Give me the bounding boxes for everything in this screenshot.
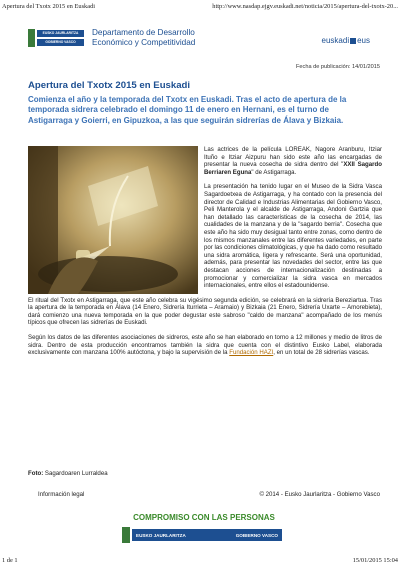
department-name	[92, 28, 195, 48]
fundacion-hazi-link[interactable]: Fundación HAZI	[229, 349, 274, 357]
print-header-url: http://www.nasdap.ejgv.euskadi.net/noticia/2015/apertura-del-txotx-20...	[212, 2, 398, 10]
gobierno-vasco-logo	[28, 28, 86, 50]
article-title: Apertura del Txotx 2015 en Euskadi	[28, 80, 191, 91]
article-body	[28, 146, 382, 364]
brand-row	[28, 28, 380, 54]
publication-date: Fecha de publicación: 14/01/2015	[296, 64, 380, 70]
page-count: 1 de 1	[2, 557, 18, 564]
euskadi-text: euskadi	[321, 36, 350, 45]
basque-tree-icon	[28, 29, 35, 47]
footer-row	[28, 491, 380, 498]
gov-bar-eu: EUSKO JAURLARITZA	[37, 30, 84, 37]
print-timestamp: 15/01/2015 15:04	[352, 557, 398, 564]
paragraph-2: La presentación ha tenido lugar en el Museo de la Sidra Vasca Sagardoetxea de Astigarraga, y ha contado con la presencia del director de Calidad e Industrias Alimentarias del Gobierno Vasco, Peli Manterola y el alcalde de Astigarraga, Andoni Gartzia que han detallado las características de la cosecha de 2014, las cualidades de la manzana y de la "sagardo berria". Cosecha que este año ha sido muy desigual tanto entre zonas, como dentro de los mismos manzanales entre las diferentes variedades, en parte por las condiciones climatológicas, y que ha dado como resultado una sidra aromática, ligera y refrescante. Será una oportunidad, además, para presentar las novedades del sector, entre las que destacan acciones de internacionalización destinadas a promocionar y comercializar la sidra vasca en mercados internacionales, entre ellos el estadounidense.	[204, 183, 382, 290]
print-header-title: Apertura del Txotx 2015 en Euskadi	[2, 2, 96, 10]
euskadi-eus-logo	[322, 36, 370, 45]
paragraph-4: Según los datos de las diferentes asociaciones de sidreros, este año se han elaborado en torno a 12 millones y medio de litros de sidra. Dentro de esta producción encontramos también la sidra que cuenta con el distintivo Eusko Label, elaborada exclusivamente con manzana 100% autóctona, y bajo la supervisión de la Fundación HAZI, en un total de 28 sidrerías vascas.	[28, 334, 382, 357]
department-line-1: Departamento de Desarrollo	[92, 28, 195, 37]
basque-tree-icon-footer	[122, 527, 130, 543]
print-footer	[2, 557, 398, 566]
copyright: © 2014 - Eusko Jaurlaritza - Gobierno Vasco	[259, 491, 380, 498]
eus-text: eus	[357, 36, 370, 45]
paragraph-1: Las actrices de la película LOREAK, Nagore Aranburu, Itziar Ituño e Itziar Aizpuru han sido este año las encargadas de presentar la nueva cosecha de sidra dentro del "XXII Sagardo Berriaren Eguna" de Astigarraga.	[204, 146, 382, 176]
article-lead: Comienza el año y la temporada del Txotx en Euskadi. Tras el acto de apertura de la temporada sidrera celebrado el domingo 11 de enero en Hernani, es el turno de Astigarraga y Goierri, en Gipuzkoa, a las que seguirán sidrerías de Álava y Bizkaia.	[28, 95, 347, 125]
print-header	[2, 0, 398, 12]
page	[28, 28, 382, 538]
legal-info-link[interactable]: Información legal	[38, 491, 85, 498]
event-name: XXII Sagardo Berriaren Eguna	[204, 161, 382, 176]
paragraph-3: El ritual del Txotx en Astigarraga, que este año celebra su vigésimo segunda edición, se celebrará en la sidrería Bereziartua. Tras la apertura de la temporada en Álava (14 Enero, Sidrería Iturrieta – Aramaio) y Bizkaia (21 Enero, Sidrería Uxarte – Amorebieta), dará comienzo una nueva temporada en la que poder degustar este sabroso "caldo de manzana" acompañado de los menús típicos que ofrecen las sidrerías de Euskadi.	[28, 296, 382, 327]
gov-strip: EUSKO JAURLARITZA GOBIERNO VASCO	[132, 529, 282, 541]
compromiso-logo	[120, 511, 288, 555]
compromiso-text: COMPROMISO CON LAS PERSONAS	[133, 513, 275, 522]
gov-bar-es: GOBIERNO VASCO	[37, 39, 84, 46]
euskadi-square-icon	[350, 38, 356, 44]
photo-credit: Foto: Sagardoaren Lurraldea	[28, 470, 108, 477]
department-line-2: Económico y Competitividad	[92, 38, 196, 47]
